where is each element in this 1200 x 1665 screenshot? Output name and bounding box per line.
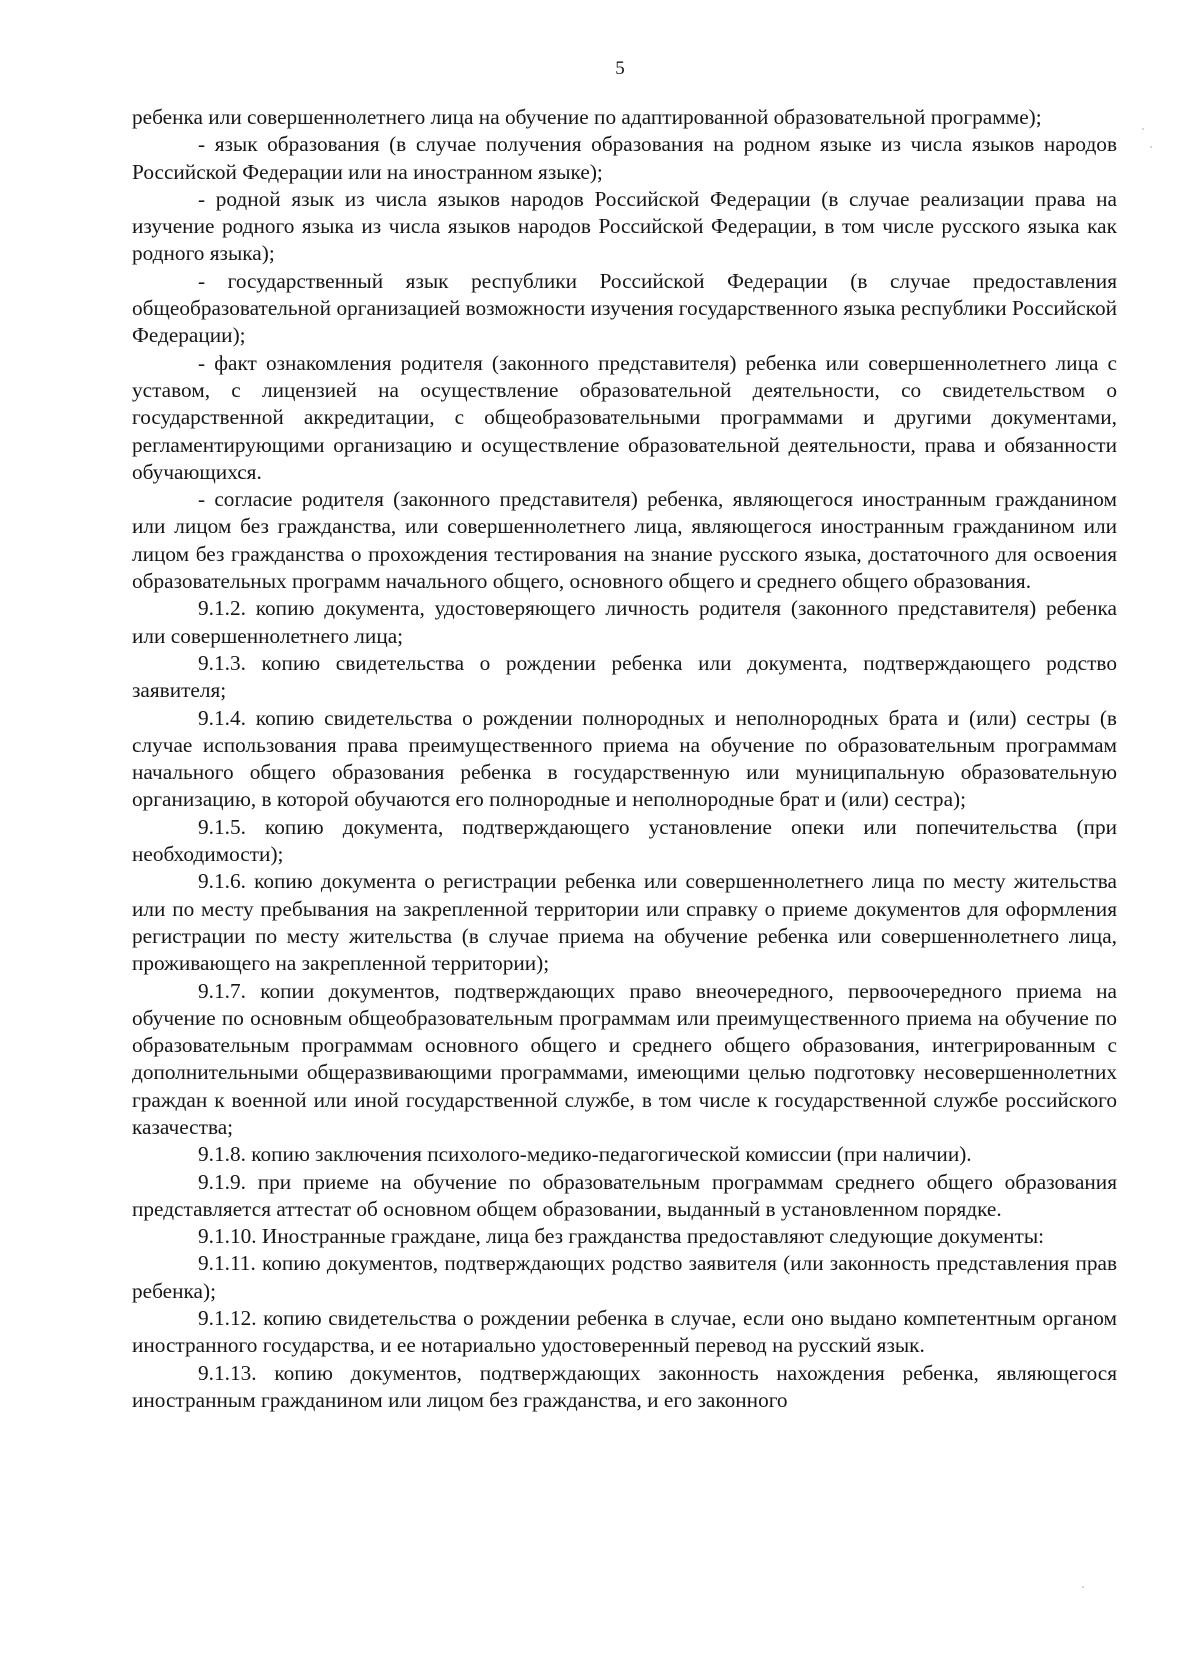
paragraph-9-1-9: 9.1.9. при приеме на обучение по образовательным программам среднего общего образования представляется аттестат об основном общем образовании, выданный в установленном порядке. — [132, 1169, 1117, 1221]
document-body — [132, 104, 1117, 1414]
scan-speck — [1150, 146, 1152, 148]
paragraph-consent: - согласие родителя (законного представителя) ребенка, являющегося иностранным гражданином или лицом без гражданства, или совершеннолетнего лица, являющегося иностранным гражданином или лицом без гражданства о прохождения тестирования на знание русского языка, достаточного для освоения образовательных программ начального общего, основного общего и среднего общего образования. — [132, 487, 1117, 594]
paragraph-native-language: - родной язык из числа языков народов Российской Федерации (в случае реализации права на изучение родного языка из числа языков народов Российской Федерации, в том числе русского языка как родного языка); — [132, 186, 1117, 266]
paragraph-continuation: ребенка или совершеннолетнего лица на обучение по адаптированной образовательной программе); — [132, 105, 1042, 129]
paragraph-education-language: - язык образования (в случае получения образования на родном языке из числа языков народов Российской Федерации или на иностранном языке); — [132, 132, 1117, 184]
paragraph-9-1-7: 9.1.7. копии документов, подтверждающих право внеочередного, первоочередного приема на обучение по основным общеобразовательным программам или преимущественного приема на обучение по образовательным программам основного общего и среднего общего образования, интегрированным с дополнительными общеразвивающими программами, имеющими целью подготовку несовершеннолетних граждан к военной или иной государственной службе, в том числе к государственной службе российского казачества; — [132, 978, 1117, 1139]
paragraph-9-1-5: 9.1.5. копию документа, подтверждающего установление опеки или попечительства (при необходимости); — [132, 814, 1117, 867]
paragraph-9-1-3: 9.1.3. копию свидетельства о рождении ребенка или документа, подтверждающего родство заявителя; — [132, 650, 1117, 703]
paragraph-9-1-2: 9.1.2. копию документа, удостоверяющего личность родителя (законного представителя) ребенка или совершеннолетнего лица; — [132, 596, 1117, 648]
page-number: 5 — [615, 58, 625, 79]
paragraph-9-1-12: 9.1.12. копию свидетельства о рождении ребенка в случае, если оно выдано компетентным органом иностранного государства, и ее нотариально удостоверенный перевод на русский язык. — [132, 1306, 1117, 1358]
paragraph-9-1-11: 9.1.11. копию документов, подтверждающих родство заявителя (или законность представления прав ребенка); — [132, 1251, 1117, 1303]
paragraph-state-language: - государственный язык республики Российской Федерации (в случае предоставления общеобразовательной организацией возможности изучения государственного языка республики Российской Федерации); — [132, 268, 1117, 348]
paragraph-familiarization: - факт ознакомления родителя (законного представителя) ребенка или совершеннолетнего лица с уставом, с лицензией на осуществление образовательной деятельности, со свидетельством о государственной аккредитации, с общеобразовательными программами и другими документами, регламентирующими организацию и осуществление образовательной деятельности, права и обязанности обучающихся. — [132, 350, 1117, 484]
paragraph-9-1-10: 9.1.10. Иностранные граждане, лица без гражданства предоставляют следующие документы: — [198, 1224, 1045, 1249]
paragraph-9-1-4: 9.1.4. копию свидетельства о рождении полнородных и неполнородных брата и (или) сестры (в случае использования права преимущественного приема на обучение по образовательным программам начального общего образования ребенка в государственную или муниципальную образовательную организацию, в которой обучаются его полнородные и неполнородные брат и (или) сестра); — [132, 705, 1117, 812]
paragraph-9-1-8: 9.1.8. копию заключения психолого-медико-педагогической комиссии (при наличии). — [198, 1142, 972, 1167]
scan-speck — [1082, 1586, 1084, 1588]
scan-speck — [1142, 128, 1144, 130]
paragraph-9-1-6: 9.1.6. копию документа о регистрации ребенка или совершеннолетнего лица по месту жительства или по месту пребывания на закрепленной территории или справку о приеме документов для оформления регистрации по месту жительства (в случае приема на обучение ребенка или совершеннолетнего лица, проживающего на закрепленной территории); — [132, 869, 1117, 976]
paragraph-9-1-13: 9.1.13. копию документов, подтверждающих законность нахождения ребенка, являющегося иностранным гражданином или лицом без гражданства, и его законного — [132, 1360, 1117, 1412]
